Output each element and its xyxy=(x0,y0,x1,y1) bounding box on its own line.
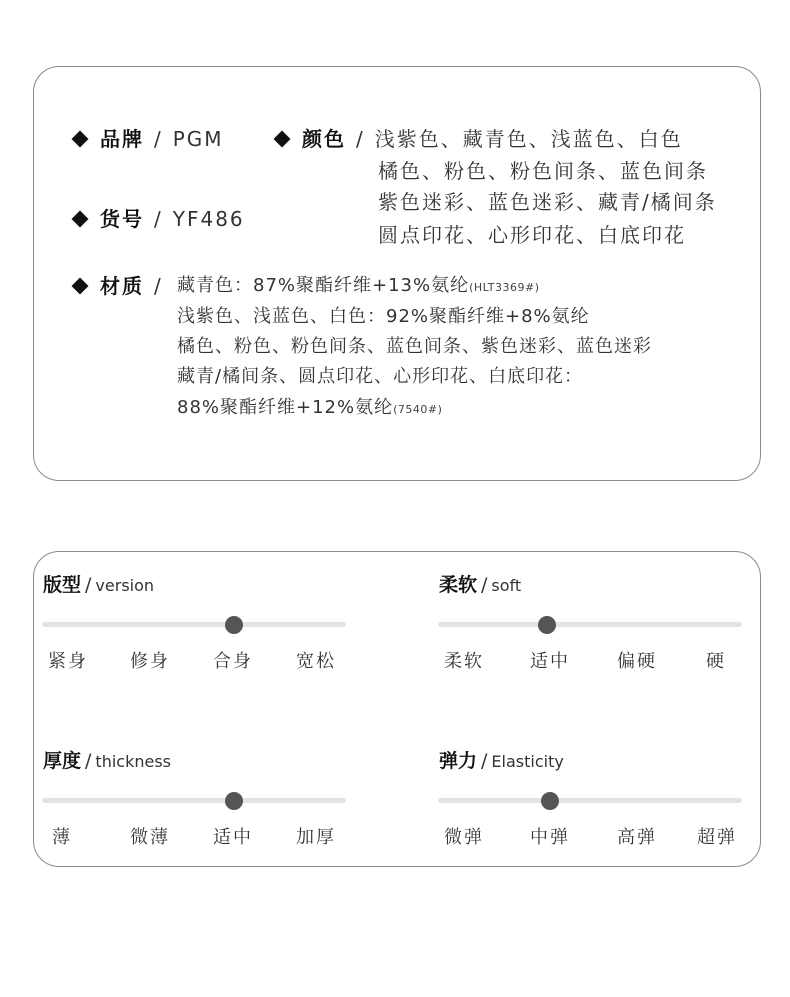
separator: / xyxy=(356,127,365,151)
material-text: 88%聚酯纤维+12%氨纶 xyxy=(177,397,394,418)
option-label: 偏硬 xyxy=(617,651,657,672)
attribute-cn: 柔软 xyxy=(439,574,478,596)
fit-attributes-card xyxy=(33,551,761,867)
color-line-3: 紫色迷彩、蓝色迷彩、藏青/橘间条 xyxy=(378,190,717,214)
option-label: 适中 xyxy=(530,651,570,672)
attribute-en: thickness xyxy=(95,752,171,771)
sku-value: YF486 xyxy=(172,207,245,231)
slider-track xyxy=(42,798,346,803)
brand-value: PGM xyxy=(172,127,224,151)
option-label: 高弹 xyxy=(617,827,657,848)
material-line-3 xyxy=(177,338,652,356)
attribute-title xyxy=(43,576,154,595)
option-label: 宽松 xyxy=(296,651,336,672)
material-label: 材质 xyxy=(100,274,144,298)
attribute-en: Elasticity xyxy=(491,752,564,771)
color-line-4: 圆点印花、心形印花、白底印花 xyxy=(378,223,686,247)
attribute-title xyxy=(439,576,521,595)
material-text: 橘色、粉色、粉色间条、蓝色间条、紫色迷彩、蓝色迷彩 xyxy=(177,336,652,357)
attribute-title xyxy=(439,752,564,771)
attribute-cn: 版型 xyxy=(43,574,82,596)
option-label: 微薄 xyxy=(130,827,170,848)
attribute-title xyxy=(43,752,171,771)
option-label: 加厚 xyxy=(296,827,336,848)
material-row xyxy=(74,276,173,296)
option-label: 柔软 xyxy=(444,651,484,672)
material-line-1 xyxy=(177,277,540,295)
option-label: 中弹 xyxy=(530,827,570,848)
material-text: 藏青色：87%聚酯纤维+13%氨纶 xyxy=(177,275,470,296)
option-label: 超弹 xyxy=(697,827,737,848)
color-line-2: 橘色、粉色、粉色间条、蓝色间条 xyxy=(378,159,708,183)
attribute-cn: 厚度 xyxy=(43,750,82,772)
slider-track xyxy=(438,622,742,627)
sku-label: 货号 xyxy=(100,207,144,231)
slash: / xyxy=(481,574,488,596)
brand-row xyxy=(74,129,224,149)
color-label: 颜色 xyxy=(302,127,346,151)
material-text: 浅紫色、浅蓝色、白色：92%聚酯纤维+8%氨纶 xyxy=(177,306,590,327)
diamond-bullet-icon xyxy=(274,130,291,147)
material-line-2 xyxy=(177,308,590,326)
slider-knob xyxy=(225,616,243,634)
option-label: 硬 xyxy=(706,651,726,672)
diamond-bullet-icon xyxy=(72,277,89,294)
attribute-en: soft xyxy=(491,576,522,595)
option-label: 修身 xyxy=(130,651,170,672)
color-line-1: 浅紫色、藏青色、浅蓝色、白色 xyxy=(374,127,683,151)
material-line-4 xyxy=(177,368,583,386)
material-code: (HLT3369#) xyxy=(469,281,540,294)
option-label: 薄 xyxy=(52,827,72,848)
separator: / xyxy=(154,207,163,231)
slider-knob xyxy=(225,792,243,810)
material-text: 藏青/橘间条、圆点印花、心形印花、白底印花： xyxy=(177,366,584,387)
color-row xyxy=(276,129,683,149)
separator: / xyxy=(154,127,163,151)
slash: / xyxy=(481,750,488,772)
separator: / xyxy=(154,274,163,298)
diamond-bullet-icon xyxy=(72,210,89,227)
option-label: 合身 xyxy=(213,651,253,672)
option-label: 紧身 xyxy=(48,651,88,672)
slash: / xyxy=(85,574,92,596)
sku-row xyxy=(74,209,245,229)
material-line-5 xyxy=(177,399,442,417)
attribute-en: version xyxy=(95,576,155,595)
attribute-cn: 弹力 xyxy=(439,750,478,772)
brand-label: 品牌 xyxy=(100,127,144,151)
option-label: 微弹 xyxy=(444,827,484,848)
slider-track xyxy=(438,798,742,803)
slash: / xyxy=(85,750,92,772)
option-label: 适中 xyxy=(213,827,253,848)
slider-track xyxy=(42,622,346,627)
material-code: (7540#) xyxy=(393,403,443,416)
diamond-bullet-icon xyxy=(72,130,89,147)
